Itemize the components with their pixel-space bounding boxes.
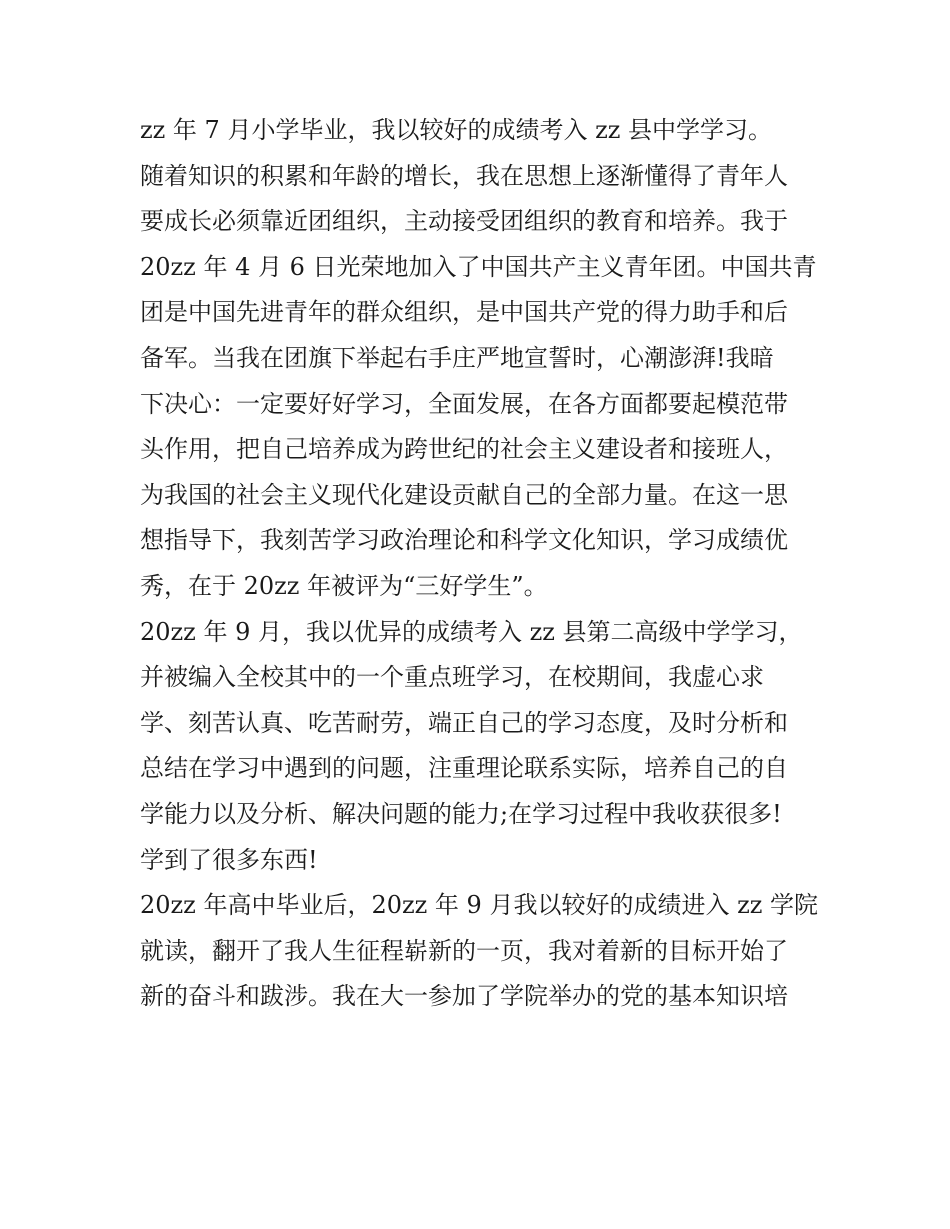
text-line: 20zz 年高中毕业后，20zz 年 9 月我以较好的成绩进入 zz 学院	[140, 891, 818, 920]
text-line: 随着知识的积累和年龄的增长，我在思想上逐渐懂得了青年人	[140, 161, 788, 190]
text-line: 学到了很多东西!	[140, 845, 318, 874]
text-line: 就读，翻开了我人生征程崭新的一页，我对着新的目标开始了	[140, 936, 788, 965]
text-line: 为我国的社会主义现代化建设贡献自己的全部力量。在这一思	[140, 480, 788, 509]
text-line: 20zz 年 9 月，我以优异的成绩考入 zz 县第二高级中学学习，	[140, 617, 803, 646]
text-line: 备军。当我在团旗下举起右手庄严地宣誓时，心潮澎湃!我暗	[140, 343, 774, 372]
text-line: 学、刻苦认真、吃苦耐劳，端正自己的学习态度，及时分析和	[140, 708, 788, 737]
text-line: 秀，在于 20zz 年被评为“三好学生”。	[140, 571, 548, 600]
text-line: 学能力以及分析、解决问题的能力;在学习过程中我收获很多!	[140, 799, 782, 828]
body-text	[140, 108, 820, 1020]
text-line: 要成长必须靠近团组织，主动接受团组织的教育和培养。我于	[140, 207, 788, 236]
text-line: 团是中国先进青年的群众组织，是中国共产党的得力助手和后	[140, 298, 788, 327]
text-line: 下决心：一定要好好学习，全面发展，在各方面都要起模范带	[140, 389, 788, 418]
text-line: 总结在学习中遇到的问题，注重理论联系实际，培养自己的自	[140, 754, 788, 783]
text-line: 新的奋斗和跋涉。我在大一参加了学院举办的党的基本知识培	[140, 982, 788, 1011]
text-line: 想指导下，我刻苦学习政治理论和科学文化知识，学习成绩优	[140, 526, 788, 555]
text-line: 并被编入全校其中的一个重点班学习，在校期间，我虚心求	[140, 663, 764, 692]
text-line: 20zz 年 4 月 6 日光荣地加入了中国共产主义青年团。中国共青	[140, 252, 817, 281]
text-line: zz 年 7 月小学毕业，我以较好的成绩考入 zz 县中学学习。	[140, 116, 772, 144]
text-line: 头作用，把自己培养成为跨世纪的社会主义建设者和接班人，	[140, 435, 788, 464]
